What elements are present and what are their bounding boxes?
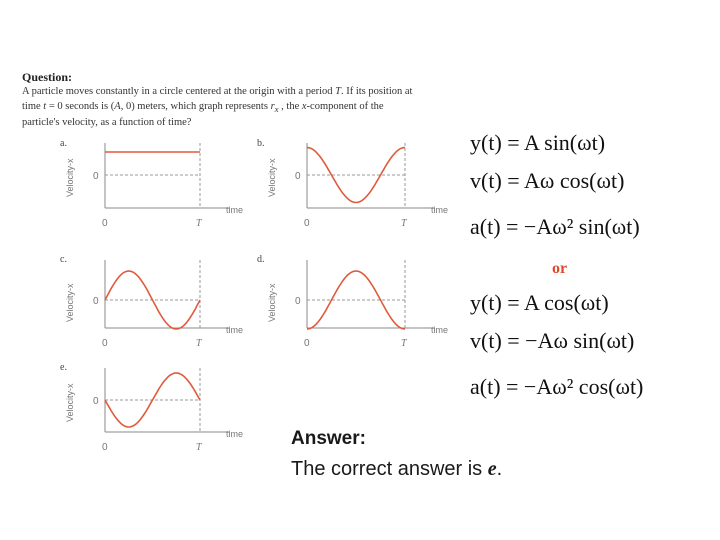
position-equation-cos: y(t) = A cos(ωt)	[470, 290, 609, 315]
acceleration-equation-sin: a(t) = −Aω² sin(ωt)	[470, 214, 640, 239]
graph-x-zero-label: 0	[102, 442, 108, 453]
graph-ylabel: Velocity-x	[267, 283, 277, 322]
graph-zero-label: 0	[295, 171, 301, 182]
graph-xlabel: time	[226, 429, 244, 439]
question-line3: particle's velocity, as a function of time?	[22, 117, 192, 129]
graph-x-period-label: T	[196, 442, 202, 453]
equations-set2	[470, 290, 643, 412]
graph-zero-label: 0	[93, 171, 99, 182]
acceleration-equation-cos: a(t) = −Aω² cos(ωt)	[470, 374, 644, 399]
graph-x-zero-label: 0	[102, 218, 108, 229]
graph-c	[60, 254, 243, 349]
graph-ylabel: Velocity-x	[65, 158, 75, 197]
graph-letter: d.	[257, 254, 265, 265]
question-line2: time t = 0 seconds is (A, 0) meters, which graph represents $r_x$ , the x-component of the	[22, 100, 384, 114]
graph-b	[257, 138, 448, 229]
graph-x-period-label: T	[401, 338, 407, 349]
graph-x-zero-label: 0	[304, 218, 310, 229]
graph-zero-label: 0	[93, 396, 99, 407]
graph-ylabel: Velocity-x	[267, 158, 277, 197]
question-line1: A particle moves constantly in a circle centered at the origin with a period T. If its position at	[22, 86, 413, 97]
or-separator: or	[552, 260, 568, 277]
answer-title: Answer:	[291, 428, 366, 449]
graph-a	[60, 138, 243, 229]
graph-letter: b.	[257, 138, 265, 149]
answer-text: The correct answer is e.	[291, 458, 503, 480]
equations-set1	[470, 130, 640, 252]
position-equation-sin: y(t) = A sin(ωt)	[470, 130, 606, 155]
graph-letter: a.	[60, 138, 67, 149]
graph-x-period-label: T	[196, 338, 202, 349]
graph-ylabel: Velocity-x	[65, 383, 75, 422]
graph-x-period-label: T	[401, 218, 407, 229]
graph-zero-label: 0	[93, 296, 99, 307]
graph-d	[257, 254, 448, 349]
graph-xlabel: time	[226, 325, 244, 335]
graph-ylabel: Velocity-x	[65, 283, 75, 322]
graph-x-zero-label: 0	[304, 338, 310, 349]
graph-letter: e.	[60, 362, 67, 373]
graph-xlabel: time	[431, 205, 449, 215]
question-title: Question:	[22, 70, 73, 84]
velocity-equation-cos: v(t) = Aω cos(ωt)	[470, 168, 625, 193]
graph-zero-label: 0	[295, 296, 301, 307]
graph-letter: c.	[60, 254, 67, 265]
velocity-equation-sin: v(t) = −Aω sin(ωt)	[470, 328, 635, 353]
graph-x-period-label: T	[196, 218, 202, 229]
graph-xlabel: time	[431, 325, 449, 335]
graph-x-zero-label: 0	[102, 338, 108, 349]
graph-xlabel: time	[226, 205, 244, 215]
graph-velocity-curve	[307, 271, 405, 329]
graph-e	[60, 362, 243, 453]
answer-letter: e	[487, 458, 497, 480]
graph-velocity-curve	[307, 148, 405, 203]
